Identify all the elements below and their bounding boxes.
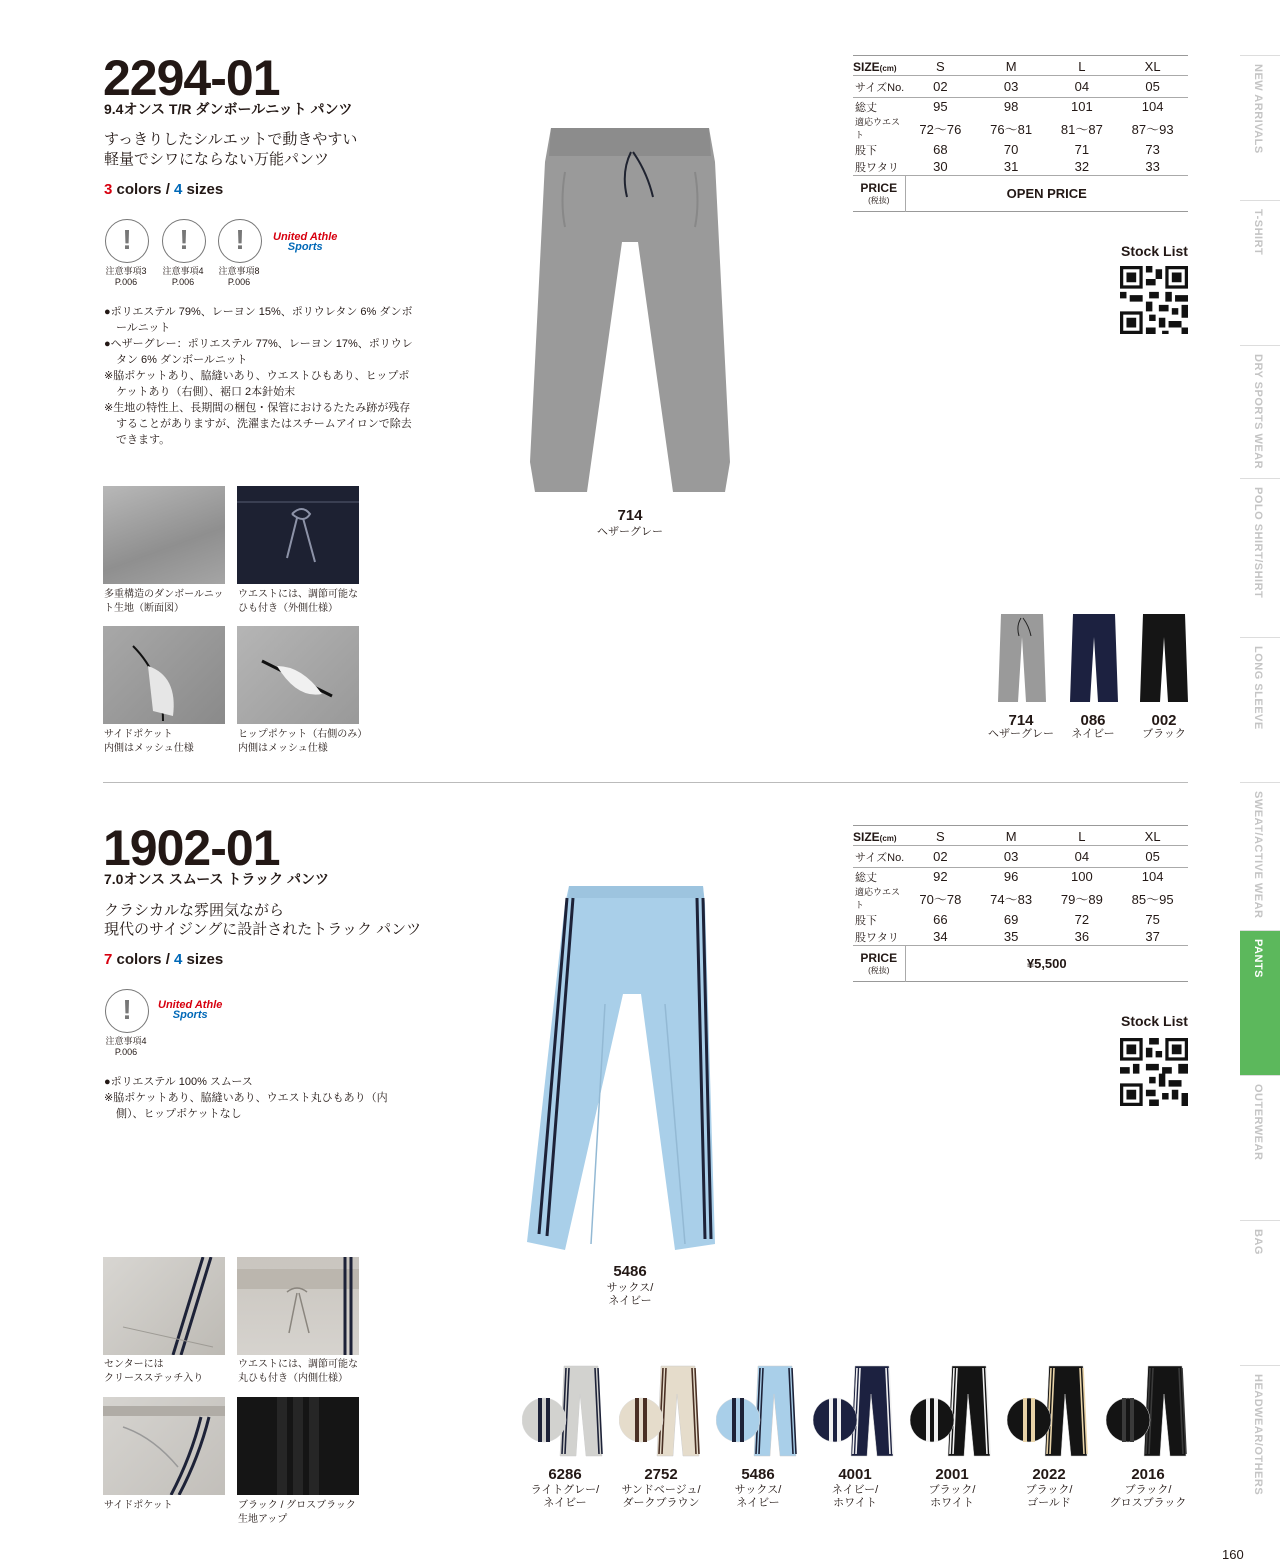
detail-photo-side-pocket [103,1397,225,1495]
sizes-word: sizes [182,951,224,968]
side-tab-label: BAG [1252,1229,1264,1255]
swatch-name: ブラック/ グロスブラック [1109,1484,1187,1509]
detail-photo-waist-cord [237,1257,359,1355]
side-tab-polo-shirt-shirt[interactable] [1240,478,1280,638]
notice-caption: 注意事項4 P.006 [105,1036,147,1057]
swatch-name: ブラック/ ゴールド [1025,1484,1073,1509]
table-top-rule [853,825,1188,826]
product1-subtitle: 9.4オンス T/R ダンボールニット パンツ [104,101,353,117]
product2-catch1: クラシカルな雰囲気ながら [104,902,285,919]
swatch-code: 2022 [1032,1466,1066,1483]
product2-spec [104,1074,414,1122]
side-tab-label: PANTS [1252,939,1264,978]
qr-code-icon[interactable] [1120,1038,1188,1106]
swatch-6286-image [522,1364,604,1460]
table-top-rule [853,55,1188,56]
swatch-code: 2001 [935,1466,969,1483]
product1-colors-sizes [104,181,223,198]
swatch-code: 714 [1008,712,1034,729]
main-product-image [525,884,725,1259]
spec-line: ●ヘザーグレー：ポリエステル 77%、レーヨン 17%、ポリウレタン 6% ダンボールニット [104,338,413,366]
product1-spec [104,304,414,448]
product2-catch2: 現代のサイジングに設計されたトラック パンツ [104,921,422,938]
detail-caption: サイドポケット 内側はメッシュ仕様 [104,729,194,754]
swatch-086-image [1068,612,1120,706]
side-tab-headwear-others[interactable] [1240,1365,1280,1514]
swatch-name: ブラック/ ホワイト [928,1484,976,1509]
notice-icon [162,219,206,263]
spec-line: ●ポリエステル 100% スムース [104,1076,253,1088]
swatch-002-image [1138,612,1190,706]
sizes-word: sizes [182,181,224,198]
side-tab-label: SWEAT/ACTIVE WEAR [1252,791,1264,919]
detail-caption: センターには クリースステッチ入り [104,1359,204,1384]
detail-caption: ブラック / グロスブラック 生地アップ [238,1500,356,1525]
detail-photo-side-pocket [103,626,225,724]
qr-code-icon[interactable] [1120,266,1188,334]
spec-line: ※生地の特性上、長期間の梱包・保管におけるたたみ跡が残存することがありますが、洗濯またはスチームアイロンで除去できます。 [104,402,412,446]
detail-photo-fabric [103,486,225,584]
notice-caption: 注意事項4 P.006 [162,266,204,287]
notice-caption: 注意事項8 P.006 [218,266,260,287]
side-tab-label: T-SHIRT [1252,209,1264,256]
stock-list-label: Stock List [1121,243,1188,259]
size-table: SIZE(cm) S M L XL サイズNo. 02 03 04 05 総丈 92 96 100 104 適応ウエスト 70〜78 74〜83 79〜89 85〜95 股下 66 69 72 75 股ワタリ 34 35 36 37 PRICE (税抜) ¥5,500 [853,828,1188,982]
swatch-name: ブラック [1142,728,1186,740]
notice-icon [105,989,149,1033]
detail-caption: ウエストには、調節可能な 丸ひも付き（内側仕様） [238,1359,358,1384]
side-tab-t-shirt[interactable] [1240,200,1280,346]
swatch-code: 4001 [838,1466,872,1483]
united-athle-logo: United Athle Sports [158,999,223,1021]
stock-list-label: Stock List [1121,1013,1188,1029]
swatch-code: 6286 [548,1466,582,1483]
swatch-code: 2016 [1131,1466,1165,1483]
detail-photo-waist [237,486,359,584]
detail-photo-fabric-closeup [237,1397,359,1495]
page-number: 160 [1222,1547,1244,1562]
swatch-name: サンドベージュ/ ダークブラウン [621,1484,701,1509]
sizes-count: 4 [174,951,183,968]
price-value: ¥5,500 [1026,956,1067,971]
united-athle-logo: United Athle Sports [273,231,338,253]
colors-count: 7 [104,951,113,968]
side-tab-new-arrivals[interactable] [1240,55,1280,201]
colors-word: colors / [112,951,175,968]
spec-line: ※脇ポケットあり、脇縫いあり、ウエストひもあり、ヒップポケットあり（右側）、裾口 2本針始末 [104,370,410,398]
side-tab-label: OUTERWEAR [1252,1084,1264,1161]
side-tab-bag[interactable] [1240,1220,1280,1366]
product1-catch2: 軽量でシワにならない万能パンツ [104,151,330,168]
side-tab-label: DRY SPORTS WEAR [1252,354,1264,470]
detail-caption: ヒップポケット（右側のみ） 内側はメッシュ仕様 [238,729,368,754]
swatch-2022-image [1007,1364,1089,1460]
main-color-name: サックス/ ネイビー [606,1282,654,1307]
product2-subtitle: 7.0オンス スムース トラック パンツ [104,871,330,887]
swatch-name: サックス/ ネイビー [734,1484,782,1509]
sizes-count: 4 [174,181,183,198]
side-tab-label: LONG SLEEVE [1252,646,1264,730]
swatch-code: 2752 [644,1466,678,1483]
main-product-image [525,122,735,497]
side-tab-label: NEW ARRIVALS [1252,64,1264,154]
swatch-name: ライトグレー/ ネイビー [530,1484,600,1509]
swatch-4001-image [813,1364,895,1460]
notice-icon [105,219,149,263]
notice-caption: 注意事項3 P.006 [105,266,147,287]
colors-word: colors / [112,181,175,198]
swatch-name: ネイビー [1071,728,1115,740]
price-value: OPEN PRICE [1006,186,1087,201]
side-tab-label: POLO SHIRT/SHIRT [1252,487,1264,599]
detail-photo-hip-pocket [237,626,359,724]
side-tab-dry-sports-wear[interactable] [1240,345,1280,479]
colors-count: 3 [104,181,113,198]
side-tab-sweat-active-wear[interactable] [1240,782,1280,931]
swatch-2752-image [619,1364,701,1460]
side-tab-outerwear[interactable] [1240,1075,1280,1221]
swatch-code: 086 [1080,712,1106,729]
side-tab-label: HEADWEAR/OTHERS [1252,1374,1264,1496]
swatch-714-image [996,612,1048,706]
swatch-name: ネイビー/ ホワイト [831,1484,879,1509]
main-color-code: 5486 [613,1263,647,1280]
product1-catch1: すっきりしたシルエットで動きやすい [104,131,358,148]
swatch-5486-image [716,1364,798,1460]
main-color-code: 714 [617,507,643,524]
detail-caption: サイドポケット [104,1500,173,1511]
detail-photo-crease [103,1257,225,1355]
product1-model: 2294-01 [103,50,280,106]
swatch-2016-image [1106,1364,1188,1460]
swatch-name: ヘザーグレー [988,728,1054,740]
main-color-name: ヘザーグレー [597,526,663,538]
detail-caption: 多重構造のダンボールニット生地（断面図） [104,589,224,614]
product2-model: 1902-01 [103,820,280,876]
spec-line: ※脇ポケットあり、脇縫いあり、ウエスト丸ひもあり（内側）、ヒップポケットなし [104,1092,388,1120]
swatch-2001-image [910,1364,992,1460]
spec-line: ●ポリエステル 79%、レーヨン 15%、ポリウレタン 6% ダンボールニット [104,306,413,334]
swatch-code: 5486 [741,1466,775,1483]
size-table: SIZE(cm) S M L XL サイズNo. 02 03 04 05 総丈 95 98 101 104 適応ウエスト 72〜76 76〜81 81〜87 87〜93 股下 68 70 71 73 股ワタリ 30 31 32 33 PRICE (税抜) OPEN PRICE [853,58,1188,212]
swatch-code: 002 [1151,712,1177,729]
side-tab-long-sleeve[interactable] [1240,637,1280,783]
detail-caption: ウエストには、調節可能なひも付き（外側仕様） [238,589,358,614]
side-tab-pants[interactable] [1240,930,1280,1076]
section-divider [103,782,1188,783]
notice-icon [218,219,262,263]
product2-colors-sizes [104,951,223,968]
